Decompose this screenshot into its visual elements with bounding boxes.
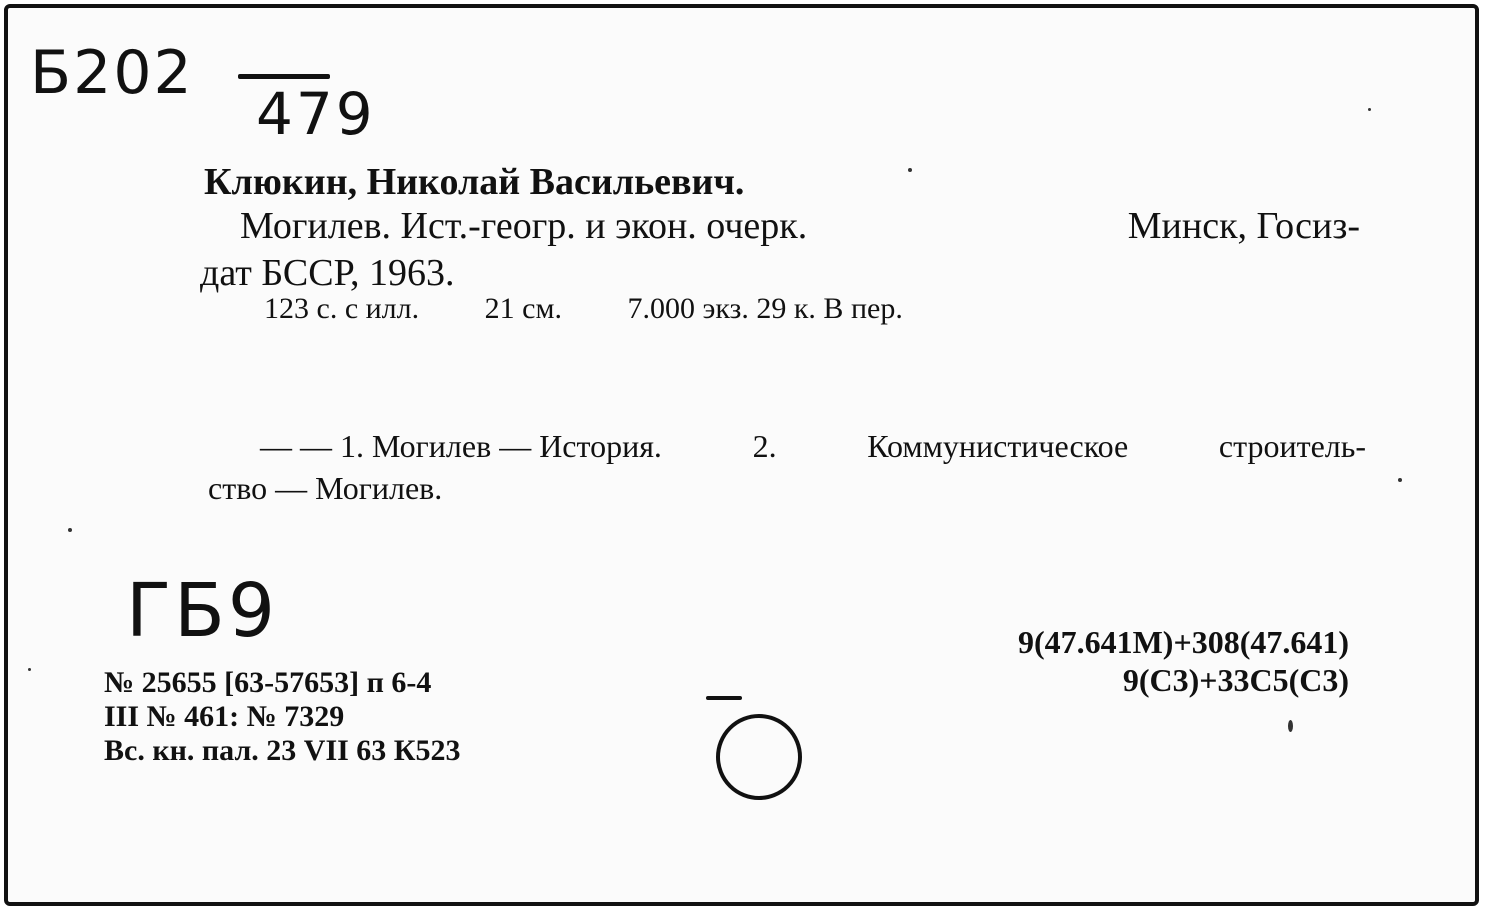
subjects-line-2: ство — Могилев. — [208, 470, 443, 506]
subject-2-continued: строитель- — [1218, 428, 1366, 464]
title-line-2: дат БССР, 1963. — [200, 252, 455, 294]
classification-line-2: 9(С3)+33С5(С3) — [1122, 662, 1349, 698]
collation-line — [264, 292, 961, 326]
imprint-start: Минск, Госиз- — [1127, 205, 1360, 247]
scan-speck — [1288, 720, 1293, 732]
circle-stamp — [716, 714, 802, 800]
title-line-1 — [240, 204, 1360, 248]
classification-line-1: 9(47.641М)+308(47.641) — [1017, 624, 1349, 660]
scan-speck — [1398, 478, 1402, 482]
handwritten-shelfmark: Б202 — [30, 38, 194, 108]
subject-2-number: 2. — [752, 428, 777, 464]
scan-speck — [1368, 108, 1371, 111]
handwritten-number: 479 — [256, 80, 376, 148]
title-text: Могилев. Ист.-геогр. и экон. очерк. — [240, 205, 808, 247]
catalog-card — [4, 4, 1479, 906]
scan-speck — [68, 528, 72, 532]
subject-1: — — 1. Могилев — История. — [260, 428, 662, 464]
handwritten-code: ГБ9 — [126, 568, 278, 654]
scan-speck — [908, 168, 912, 172]
scan-speck — [28, 668, 31, 671]
collation-print-run: 7.000 экз. 29 к. В пер. — [627, 292, 903, 325]
author-heading: Клюкин, Николай Васильевич. — [204, 161, 745, 203]
handwritten-overline — [238, 74, 330, 79]
registration-line-2: III № 461: № 7329 — [104, 700, 345, 733]
collation-size: 21 см. — [484, 292, 562, 325]
stamp-mark — [706, 696, 742, 700]
registration-line-3: Вс. кн. пал. 23 VII 63 К523 — [104, 734, 461, 767]
registration-line-1: № 25655 [63-57653] п 6-4 — [104, 666, 432, 699]
subject-2-word: Коммунистическое — [867, 428, 1129, 464]
collation-pages: 123 с. с илл. — [264, 292, 420, 325]
subjects-line-1 — [260, 428, 1366, 465]
